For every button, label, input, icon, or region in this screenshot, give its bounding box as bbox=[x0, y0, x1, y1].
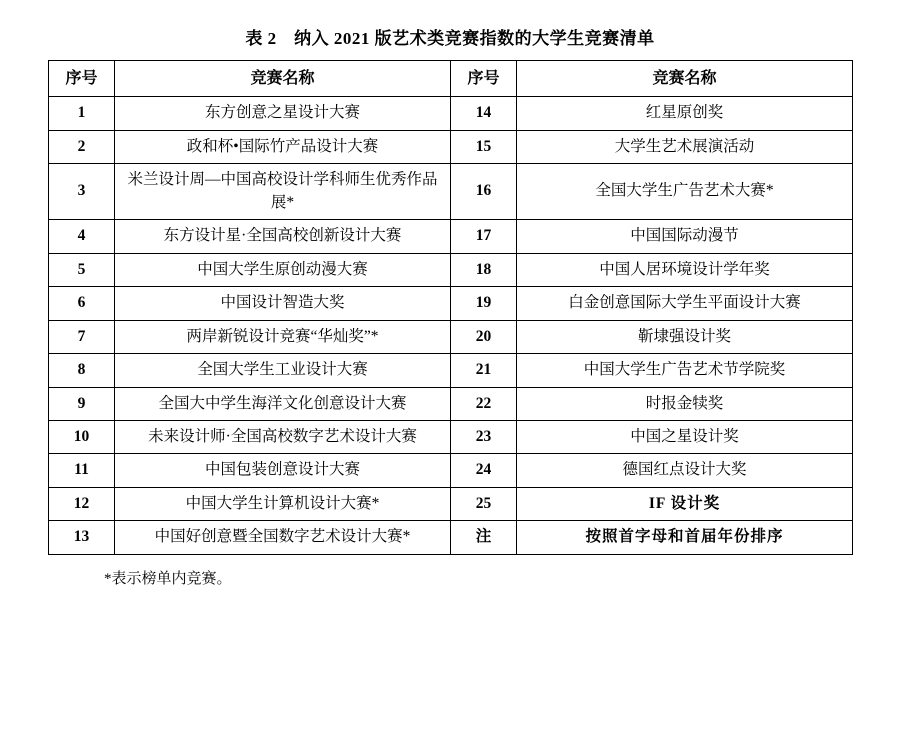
cell-index-left: 13 bbox=[49, 521, 115, 554]
table-row bbox=[49, 130, 853, 163]
table-row bbox=[49, 97, 853, 130]
cell-index-left: 2 bbox=[49, 130, 115, 163]
table-row bbox=[49, 521, 853, 554]
cell-index-left: 4 bbox=[49, 220, 115, 253]
cell-name-right: 红星原创奖 bbox=[517, 97, 853, 130]
cell-index-left: 11 bbox=[49, 454, 115, 487]
cell-index-left: 10 bbox=[49, 420, 115, 453]
cell-index-right: 18 bbox=[451, 253, 517, 286]
cell-name-right: 德国红点设计大奖 bbox=[517, 454, 853, 487]
cell-index-right: 15 bbox=[451, 130, 517, 163]
cell-index-left: 9 bbox=[49, 387, 115, 420]
table-header bbox=[49, 61, 853, 97]
cell-name-right: 中国人居环境设计学年奖 bbox=[517, 253, 853, 286]
table-row bbox=[49, 164, 853, 220]
cell-index-right: 21 bbox=[451, 354, 517, 387]
cell-name-left: 中国大学生计算机设计大赛* bbox=[115, 487, 451, 520]
cell-name-left: 中国大学生原创动漫大赛 bbox=[115, 253, 451, 286]
cell-name-right: 靳埭强设计奖 bbox=[517, 320, 853, 353]
table-body bbox=[49, 97, 853, 555]
table-row bbox=[49, 253, 853, 286]
column-header-index-left: 序号 bbox=[49, 61, 115, 97]
cell-index-right: 16 bbox=[451, 164, 517, 220]
cell-index-right: 注 bbox=[451, 521, 517, 554]
table-row bbox=[49, 320, 853, 353]
cell-name-right: 按照首字母和首届年份排序 bbox=[517, 521, 853, 554]
cell-name-right: 中国国际动漫节 bbox=[517, 220, 853, 253]
table-row bbox=[49, 354, 853, 387]
table-footnote: *表示榜单内竞赛。 bbox=[104, 570, 232, 587]
column-header-name-left: 竞赛名称 bbox=[115, 61, 451, 97]
table-row bbox=[49, 220, 853, 253]
cell-name-left: 两岸新锐设计竞赛“华灿奖”* bbox=[115, 320, 451, 353]
cell-name-left: 政和杯•国际竹产品设计大赛 bbox=[115, 130, 451, 163]
cell-index-right: 17 bbox=[451, 220, 517, 253]
cell-index-right: 19 bbox=[451, 287, 517, 320]
table-row bbox=[49, 387, 853, 420]
cell-index-right: 14 bbox=[451, 97, 517, 130]
cell-index-left: 8 bbox=[49, 354, 115, 387]
cell-name-right: 时报金犊奖 bbox=[517, 387, 853, 420]
cell-index-right: 25 bbox=[451, 487, 517, 520]
cell-index-left: 6 bbox=[49, 287, 115, 320]
cell-name-left: 米兰设计周—中国高校设计学科师生优秀作品展* bbox=[115, 164, 451, 220]
cell-index-left: 1 bbox=[49, 97, 115, 130]
table-row bbox=[49, 287, 853, 320]
table-row bbox=[49, 454, 853, 487]
cell-index-right: 20 bbox=[451, 320, 517, 353]
column-header-index-right: 序号 bbox=[451, 61, 517, 97]
table-header-row bbox=[49, 61, 853, 97]
cell-name-left: 全国大中学生海洋文化创意设计大赛 bbox=[115, 387, 451, 420]
cell-index-left: 7 bbox=[49, 320, 115, 353]
table-caption: 表 2 纳入 2021 版艺术类竞赛指数的大学生竞赛清单 bbox=[245, 29, 655, 48]
competition-listing-table bbox=[48, 60, 853, 555]
cell-name-right: 大学生艺术展演活动 bbox=[517, 130, 853, 163]
cell-name-left: 全国大学生工业设计大赛 bbox=[115, 354, 451, 387]
cell-index-right: 23 bbox=[451, 420, 517, 453]
cell-index-left: 12 bbox=[49, 487, 115, 520]
cell-name-left: 中国好创意暨全国数字艺术设计大赛* bbox=[115, 521, 451, 554]
table-row bbox=[49, 487, 853, 520]
cell-name-left: 中国包装创意设计大赛 bbox=[115, 454, 451, 487]
cell-index-right: 24 bbox=[451, 454, 517, 487]
column-header-name-right: 竞赛名称 bbox=[517, 61, 853, 97]
cell-index-left: 3 bbox=[49, 164, 115, 220]
cell-name-left: 未来设计师·全国高校数字艺术设计大赛 bbox=[115, 420, 451, 453]
cell-name-right: 中国之星设计奖 bbox=[517, 420, 853, 453]
cell-index-right: 22 bbox=[451, 387, 517, 420]
cell-name-right: 白金创意国际大学生平面设计大赛 bbox=[517, 287, 853, 320]
cell-name-right: IF 设计奖 bbox=[517, 487, 853, 520]
cell-name-left: 东方创意之星设计大赛 bbox=[115, 97, 451, 130]
cell-name-right: 全国大学生广告艺术大赛* bbox=[517, 164, 853, 220]
cell-index-left: 5 bbox=[49, 253, 115, 286]
cell-name-right: 中国大学生广告艺术节学院奖 bbox=[517, 354, 853, 387]
table-row bbox=[49, 420, 853, 453]
cell-name-left: 东方设计星·全国高校创新设计大赛 bbox=[115, 220, 451, 253]
cell-name-left: 中国设计智造大奖 bbox=[115, 287, 451, 320]
